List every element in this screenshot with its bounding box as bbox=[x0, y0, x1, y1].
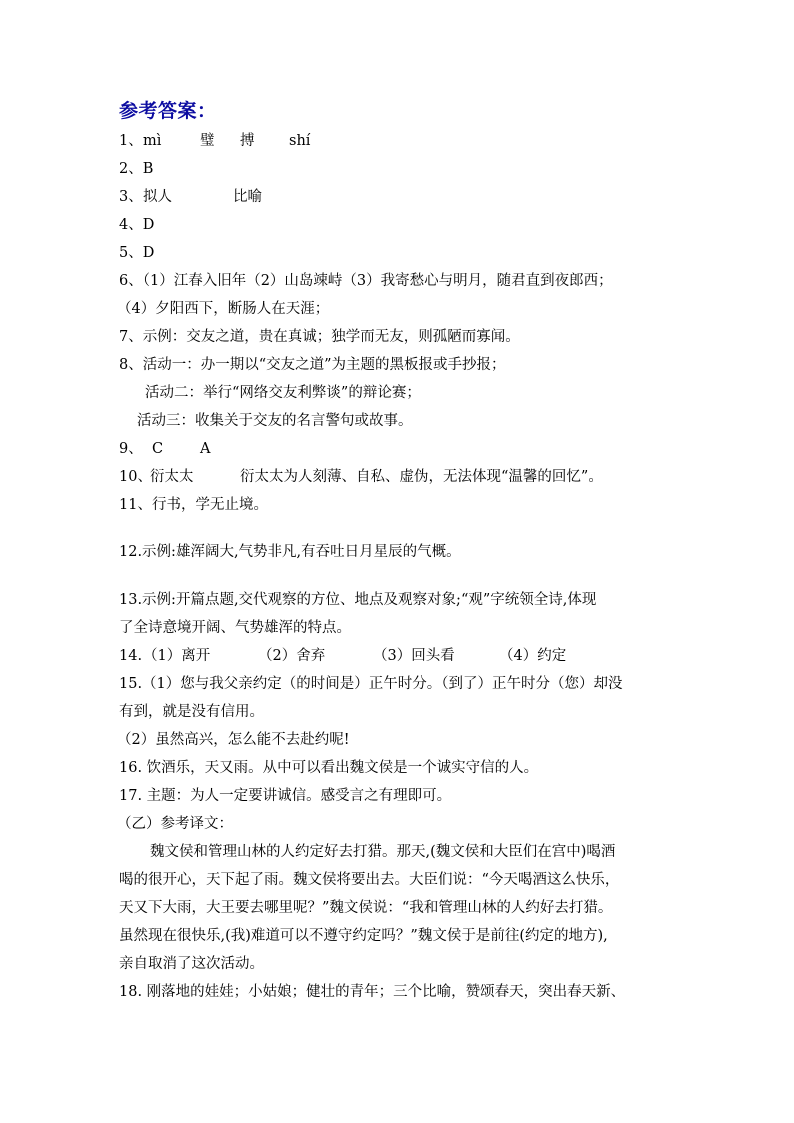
answer-8-line-1: 8、活动一：办一期以“交友之道”为主题的黑板报或手抄报； bbox=[119, 357, 506, 373]
answer-16: 16. 饮酒乐，天又雨。从中可以看出魏文侯是一个诚实守信的人。 bbox=[119, 760, 539, 776]
answer-6-line-1: 6、（1）江春入旧年（2）山岛竦峙（3）我寄愁心与明月，随君直到夜郎西； bbox=[119, 273, 613, 289]
answer-18: 18. 刚落地的娃娃；小姑娘；健壮的青年；三个比喻，赞颂春天，突出春天新、 bbox=[119, 984, 626, 1000]
translation-line-1: 魏文侯和管理山林的人约定好去打猎。那天,(魏文侯和大臣们在宫中)喝酒 bbox=[150, 844, 616, 860]
answer-5: 5、D bbox=[119, 245, 155, 261]
answer-6-line-2: （4）夕阳西下，断肠人在天涯； bbox=[117, 301, 330, 317]
answer-3-item-2: 比喻 bbox=[233, 189, 262, 205]
answer-15-line-1: 15.（1）您与我父亲约定（的时间是）正午时分。（到了）正午时分（您）却没 bbox=[119, 676, 623, 692]
answer-17: 17. 主题：为人一定要讲诚信。感受言之有理即可。 bbox=[119, 788, 452, 804]
translation-line-5: 亲自取消了这次活动。 bbox=[119, 956, 264, 972]
answer-1-item-1: mì bbox=[143, 133, 162, 149]
answer-8-line-3: 活动三：收集关于交友的名言警句或故事。 bbox=[137, 413, 413, 429]
answer-1-item-4: shí bbox=[289, 133, 311, 149]
answer-1-item-2: 璧 bbox=[200, 133, 215, 149]
answer-9-item-1: C bbox=[152, 441, 164, 457]
answer-1-number: 1、 bbox=[119, 133, 143, 149]
page-title: 参考答案： bbox=[119, 100, 217, 122]
answer-14-item-2: （2）舍弃 bbox=[258, 648, 326, 664]
answer-10-number: 10、 bbox=[119, 469, 152, 485]
answer-15-line-3: （2）虽然高兴，怎么能不去赴约呢! bbox=[117, 732, 350, 748]
answer-15-line-2: 有到，就是没有信用。 bbox=[119, 704, 264, 720]
answer-14-number: 14. bbox=[119, 648, 143, 664]
answer-14-item-1: （1）离开 bbox=[143, 648, 211, 664]
answer-14-item-4: （4）约定 bbox=[499, 648, 567, 664]
answer-9-item-2: A bbox=[200, 441, 211, 457]
translation-line-4: 虽然现在很快乐,(我)难道可以不遵守约定吗？”魏文侯于是前往(约定的地方), bbox=[119, 928, 608, 944]
answer-3-item-1: 拟人 bbox=[143, 189, 172, 205]
answer-3-number: 3、 bbox=[119, 189, 143, 205]
answer-13-line-2: 了全诗意境开阔、气势雄浑的特点。 bbox=[119, 620, 351, 636]
translation-line-3: 天又下大雨，大王要去哪里呢？”魏文侯说：“我和管理山林的人约好去打猎。 bbox=[119, 900, 613, 916]
answer-10-item-1: 衍太太 bbox=[150, 469, 194, 485]
answer-7: 7、示例：交友之道，贵在真诚；独学而无友，则孤陋而寡闻。 bbox=[119, 329, 520, 345]
answer-14-item-3: （3）回头看 bbox=[373, 648, 455, 664]
answer-9-number: 9、 bbox=[119, 441, 143, 457]
translation-title: （乙）参考译文： bbox=[117, 816, 233, 832]
answer-13-line-1: 13.示例:开篇点题,交代观察的方位、地点及观察对象;“观”字统领全诗,体现 bbox=[119, 592, 597, 608]
answer-10-item-2: 衍太太为人刻薄、自私、虚伪，无法体现“温馨的回忆”。 bbox=[240, 469, 603, 485]
answer-11: 11、行书，学无止境。 bbox=[119, 497, 268, 513]
answer-1-item-3: 搏 bbox=[240, 133, 255, 149]
answer-12: 12.示例:雄浑阔大,气势非凡,有吞吐日月星辰的气概。 bbox=[119, 544, 461, 560]
translation-line-2: 喝的很开心，天下起了雨。魏文侯将要出去。大臣们说：“今天喝酒这么快乐， bbox=[119, 872, 620, 888]
answer-2: 2、B bbox=[119, 161, 154, 177]
answer-8-line-2: 活动二：举行“网络交友利弊谈”的辩论赛； bbox=[145, 385, 421, 401]
answer-4: 4、D bbox=[119, 217, 155, 233]
